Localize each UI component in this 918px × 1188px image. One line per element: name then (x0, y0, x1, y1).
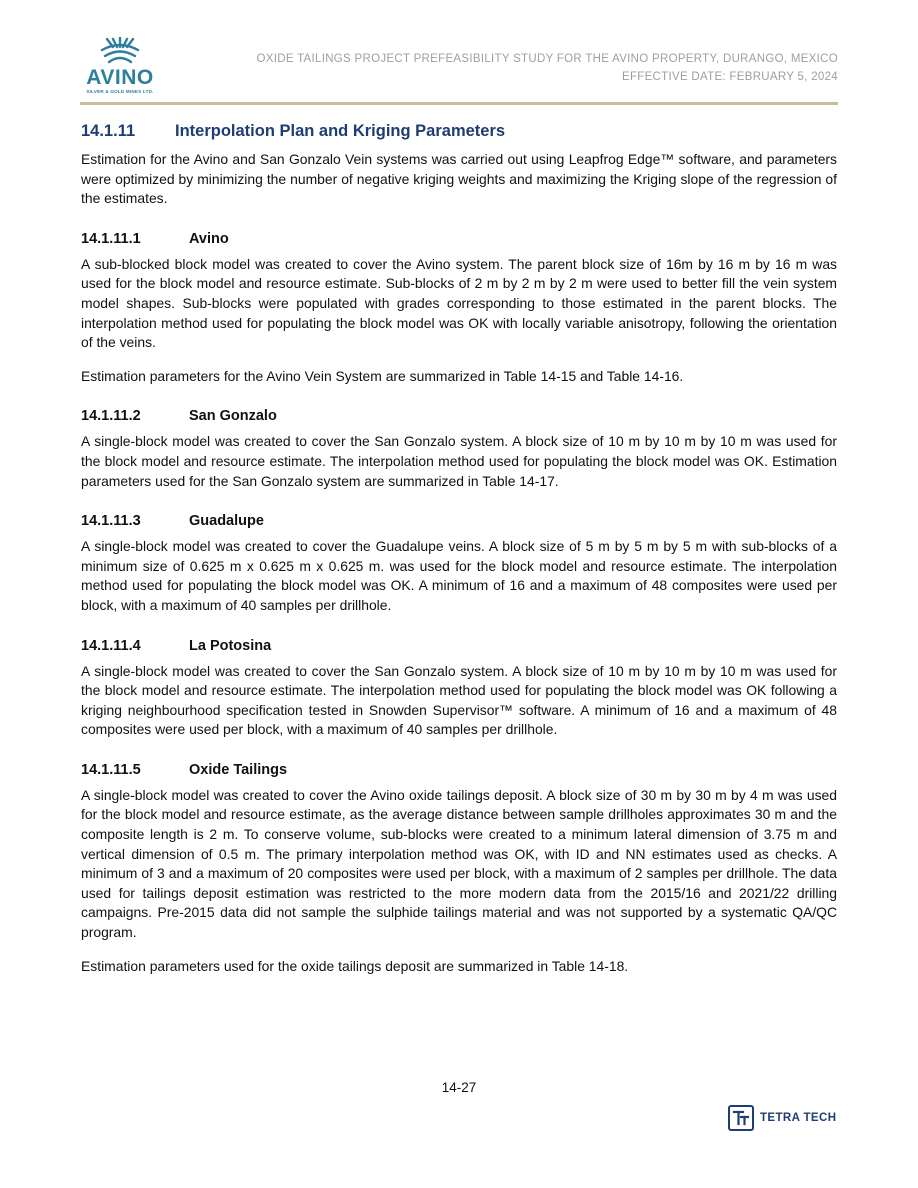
paragraph: A single-block model was created to cover the San Gonzalo system. A block size of 10 m by 10 m by 10 m was used for the block model and resource estimate. The interpolation method used for populating the block model was OK following a kriging neighbourhood specification tested in Snowden Supervisor™ software. A minimum of 16 and a maximum of 48 composites were used per block, with a maximum of 40 samples per drillhole. (81, 662, 837, 738)
subsection-title: Avino (189, 230, 229, 247)
subsection-heading-san-gonzalo (81, 408, 837, 424)
logo-tagline: SILVER & GOLD MINES LTD. (86, 89, 154, 94)
section-number: 14.1.11 (81, 122, 136, 140)
section-intro: Estimation for the Avino and San Gonzalo Vein systems was carried out using Leapfrog Edge™ software, and parameters were optimized by minimizing the number of negative kriging weights and maximizing the Kriging slope of the regression of the estimates. (81, 151, 837, 207)
subsection-number: 14.1.11.5 (81, 761, 141, 778)
subsection-number: 14.1.11.3 (81, 513, 141, 530)
subsection-number: 14.1.11.4 (81, 637, 141, 654)
document-body (81, 122, 837, 976)
paragraph: Estimation parameters used for the oxide tailings deposit are summarized in Table 14-18. (81, 957, 629, 974)
subsection-title: Guadalupe (189, 513, 264, 530)
avino-logo (80, 36, 160, 98)
subsection-heading-oxide-tailings (81, 762, 837, 778)
tetra-tech-logo (728, 1105, 836, 1131)
subsection-title: La Potosina (189, 637, 272, 654)
paragraph: Estimation parameters for the Avino Vein System are summarized in Table 14-15 and Table 14-16. (81, 367, 684, 384)
header-effective-date: EFFECTIVE DATE: FEBRUARY 5, 2024 (621, 71, 838, 83)
tetra-tech-wordmark: TETRA TECH (760, 1112, 837, 1124)
subsection-title: San Gonzalo (189, 408, 277, 425)
subsection-number: 14.1.11.1 (81, 230, 141, 247)
subsection-heading-la-potosina (81, 638, 837, 654)
paragraph: A single-block model was created to cover the Avino oxide tailings deposit. A block size of 30 m by 30 m by 4 m was used for the block model and resource estimate, as the average distance between sample drillholes approximates 30 m and the composite length is 2 m. To conserve volume, sub-blocks were created to a minimum lateral dimension of 3.75 m and vertical dimension of 0.5 m. The primary interpolation method was OK, with ID and NN estimates used as checks. A minimum of 3 and a maximum of 20 composites were used per block, with a maximum of 2 samples per drillhole. The data used for tailings deposit estimation was restricted to the more modern data from the 2015/16 and 2021/22 drilling campaigns. Pre-2015 data did not sample the sulphide tailings material and was not supported by a systematic QA/QC program. (81, 786, 837, 941)
logo-wordmark: AVINO (86, 66, 154, 89)
subsection-heading-avino (81, 231, 837, 247)
subsection-title: Oxide Tailings (189, 761, 288, 778)
paragraph: A single-block model was created to cover the San Gonzalo system. A block size of 10 m by 10 m by 10 m was used for the block model and resource estimate. The interpolation method used for populating the block model was OK. Estimation parameters used for the San Gonzalo system are summarized in Table 14-17. (81, 433, 837, 489)
tetra-tech-logo-icon (728, 1105, 754, 1131)
header-document-title: OXIDE TAILINGS PROJECT PREFEASIBILITY STUDY FOR THE AVINO PROPERTY, DURANGO, MEXICO (256, 53, 838, 65)
header-divider (80, 102, 838, 105)
section-title: Interpolation Plan and Kriging Parameters (175, 122, 506, 140)
avino-logo-mark-icon (80, 36, 160, 68)
subsection-heading-guadalupe (81, 513, 837, 529)
subsection-number: 14.1.11.2 (81, 408, 141, 425)
paragraph: A single-block model was created to cover the Guadalupe veins. A block size of 5 m by 5 m by 5 m with sub-blocks of a minimum size of 0.625 m x 0.625 m x 0.625 m. was used for the block model and resource estimate. The interpolation method used for populating the block model was OK. A minimum of 16 and a maximum of 48 composites were used per block, with a maximum of 40 samples per drillhole. (81, 538, 837, 613)
page-number: 14-27 (441, 1080, 477, 1095)
section-heading (81, 122, 837, 141)
paragraph: A sub-blocked block model was created to cover the Avino system. The parent block size of 16m by 16 m by 16 m was used for the block model and resource estimate. Sub-blocks of 2 m by 2 m by 2 m were used to better fill the vein system model shapes. Sub-blocks were populated with grades corresponding to those estimated in the parent blocks. The interpolation method used for populating the block model was OK with locally variable anisotropy, following the orientation of the veins. (81, 255, 837, 351)
